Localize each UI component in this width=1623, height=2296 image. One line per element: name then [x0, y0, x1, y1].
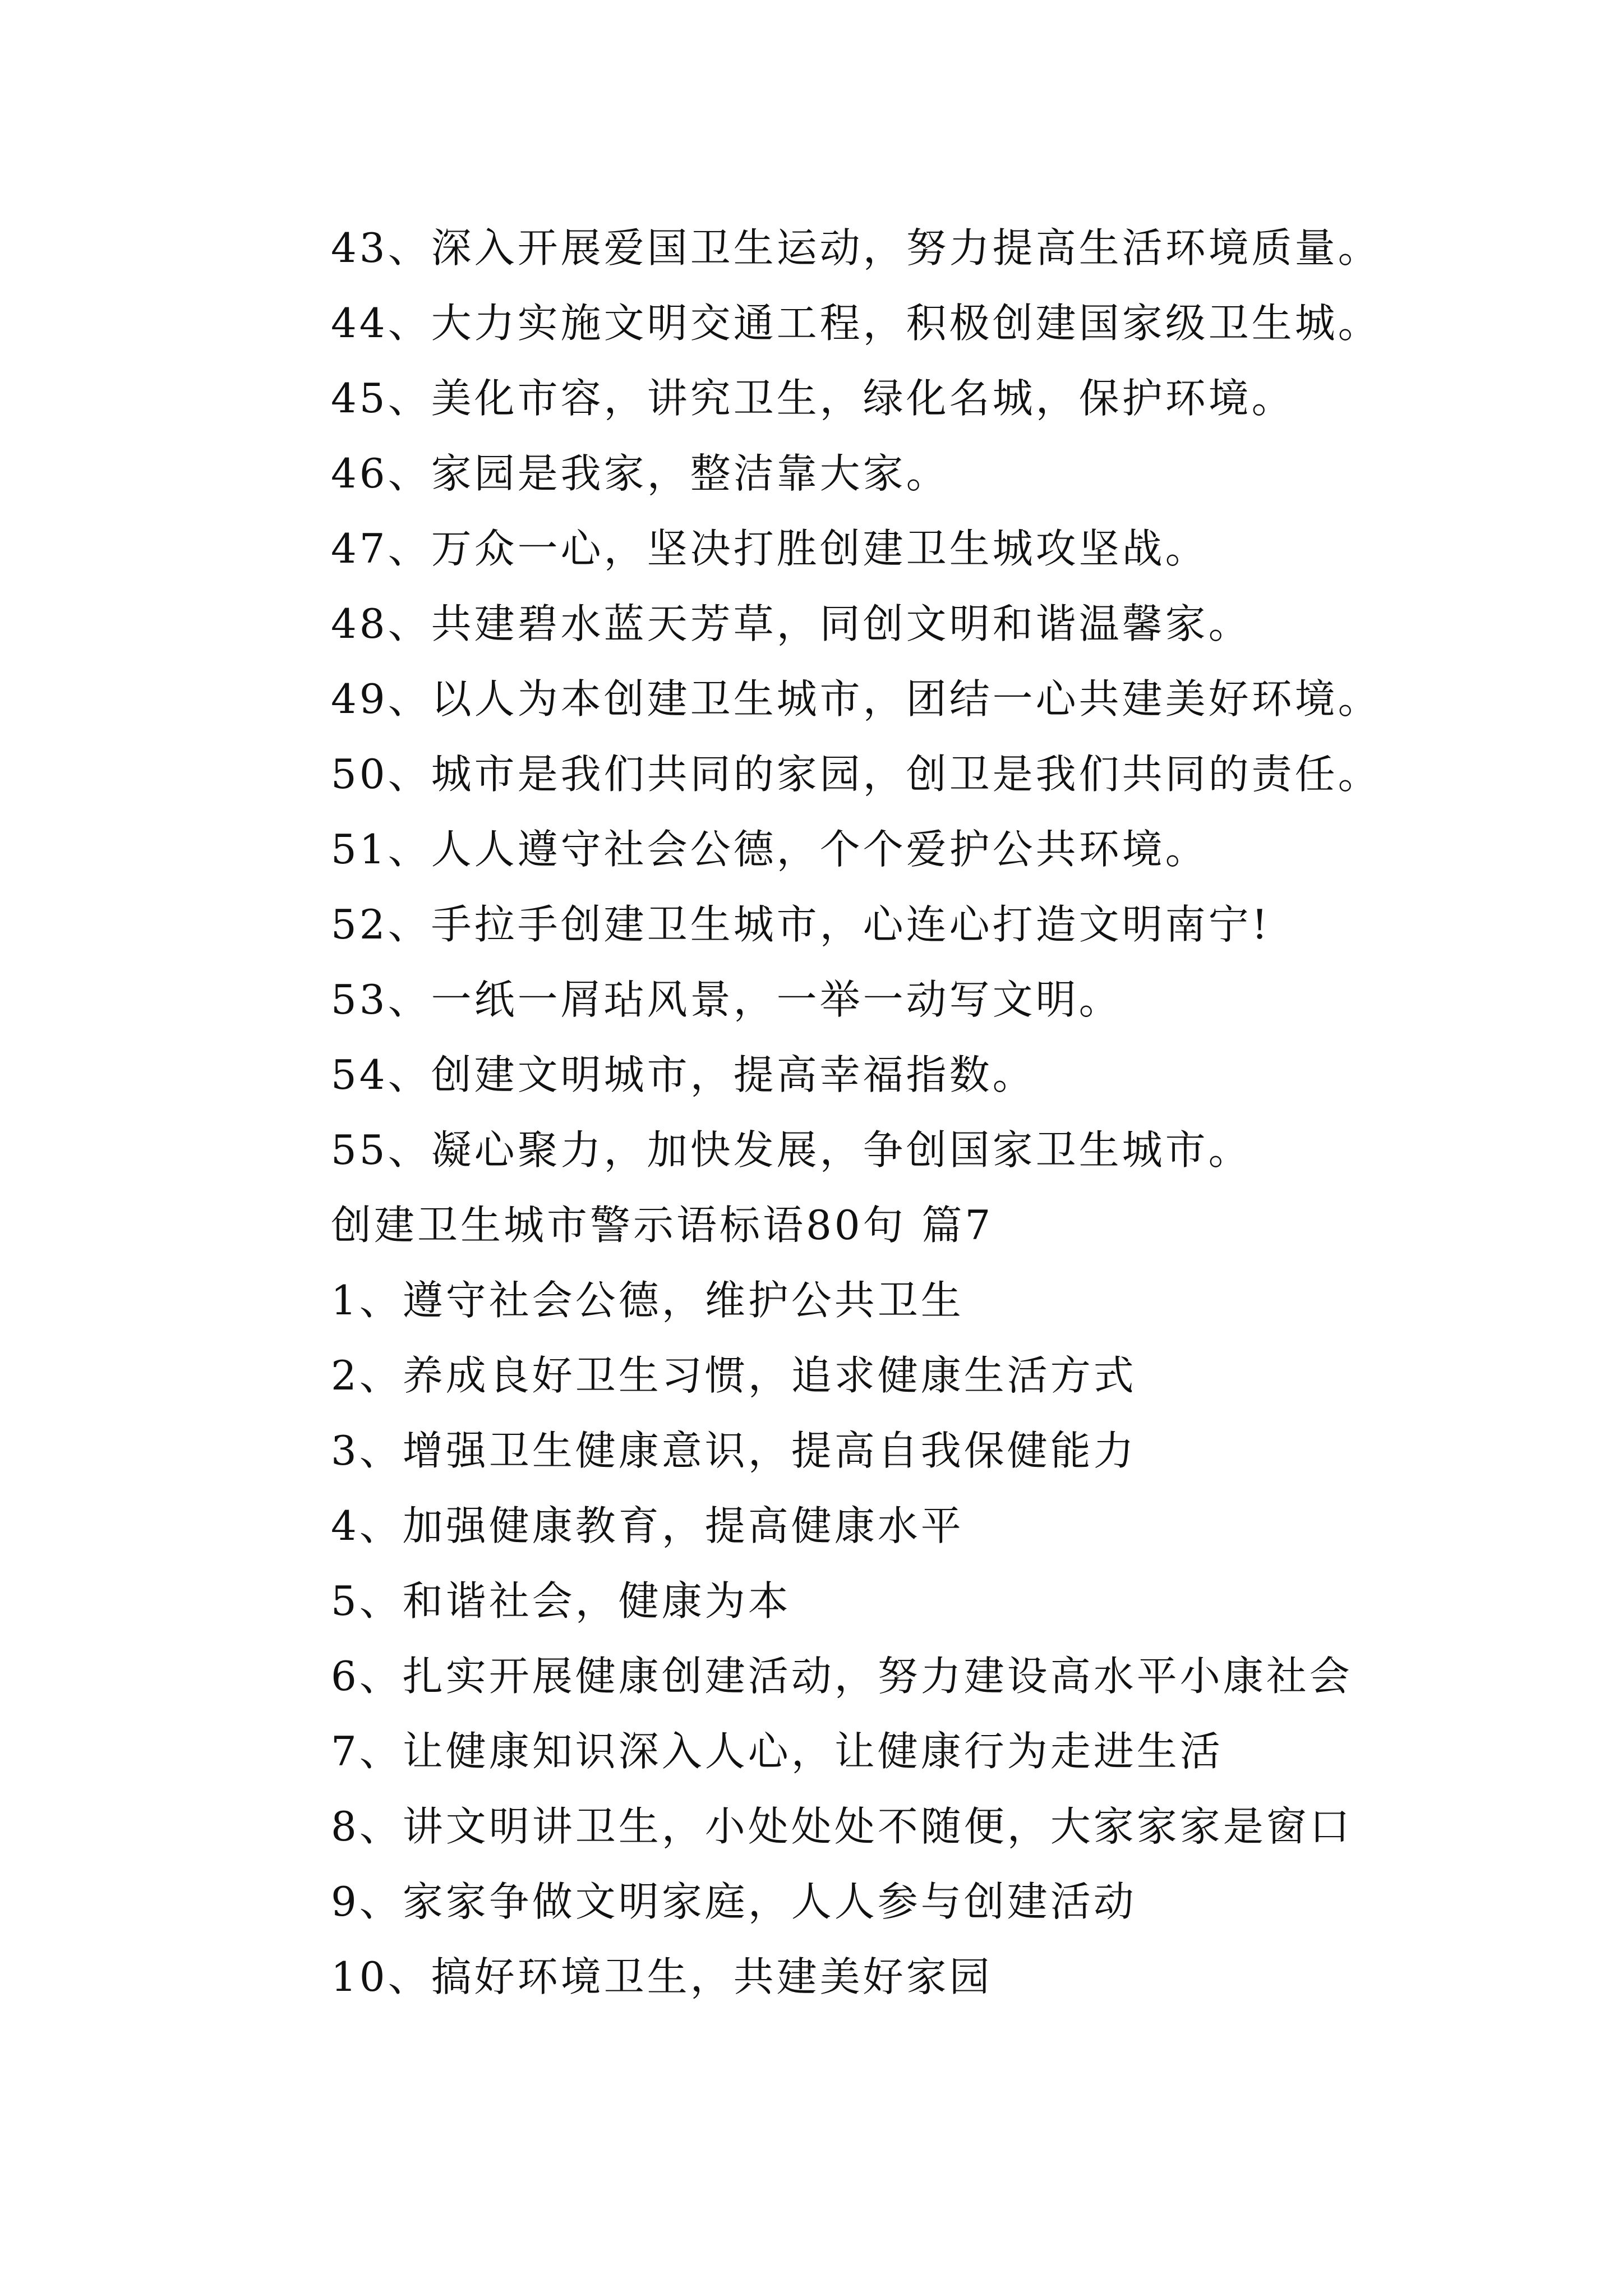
- slogan-49: 49、以人为本创建卫生城市，团结一心共建美好环境。: [331, 675, 1381, 723]
- slogan-55: 55、凝心聚力，加快发展，争创国家卫生城市。: [331, 1126, 1252, 1174]
- slogan-10: 10、搞好环境卫生，共建美好家园: [331, 1953, 993, 2000]
- slogan-43: 43、深入开展爱国卫生运动，努力提高生活环境质量。: [331, 224, 1381, 272]
- slogan-4: 4、加强健康教育，提高健康水平: [331, 1502, 964, 1549]
- slogan-44: 44、大力实施文明交通工程，积极创建国家级卫生城。: [331, 300, 1381, 347]
- slogan-48: 48、共建碧水蓝天芳草，同创文明和谐温馨家。: [331, 600, 1252, 647]
- slogan-9: 9、家家争做文明家庭，人人参与创建活动: [331, 1878, 1137, 1925]
- slogan-52: 52、手拉手创建卫生城市，心连心打造文明南宁!: [331, 901, 1271, 948]
- slogan-6: 6、扎实开展健康创建活动，努力建设高水平小康社会: [331, 1653, 1353, 1700]
- slogan-53: 53、一纸一屑玷风景，一举一动写文明。: [331, 976, 1122, 1023]
- slogan-51: 51、人人遵守社会公德，个个爱护公共环境。: [331, 826, 1209, 873]
- slogan-5: 5、和谐社会，健康为本: [331, 1577, 791, 1625]
- document-body: [331, 210, 1587, 2014]
- slogan-8: 8、讲文明讲卫生，小处处处不随便，大家家家是窗口: [331, 1803, 1353, 1850]
- slogan-45: 45、美化市容，讲究卫生，绿化名城，保护环境。: [331, 375, 1295, 422]
- slogan-46: 46、家园是我家，整洁靠大家。: [331, 450, 949, 497]
- slogan-7: 7、让健康知识深入人心，让健康行为走进生活: [331, 1728, 1223, 1775]
- slogan-2: 2、养成良好卫生习惯，追求健康生活方式: [331, 1352, 1137, 1399]
- slogan-54: 54、创建文明城市，提高幸福指数。: [331, 1051, 1036, 1098]
- section-heading: 创建卫生城市警示语标语80句 篇7: [331, 1202, 994, 1249]
- slogan-50: 50、城市是我们共同的家园，创卫是我们共同的责任。: [331, 751, 1381, 798]
- slogan-1: 1、遵守社会公德，维护公共卫生: [331, 1277, 964, 1324]
- slogan-3: 3、增强卫生健康意识，提高自我保健能力: [331, 1427, 1137, 1474]
- slogan-47: 47、万众一心，坚决打胜创建卫生城攻坚战。: [331, 525, 1209, 572]
